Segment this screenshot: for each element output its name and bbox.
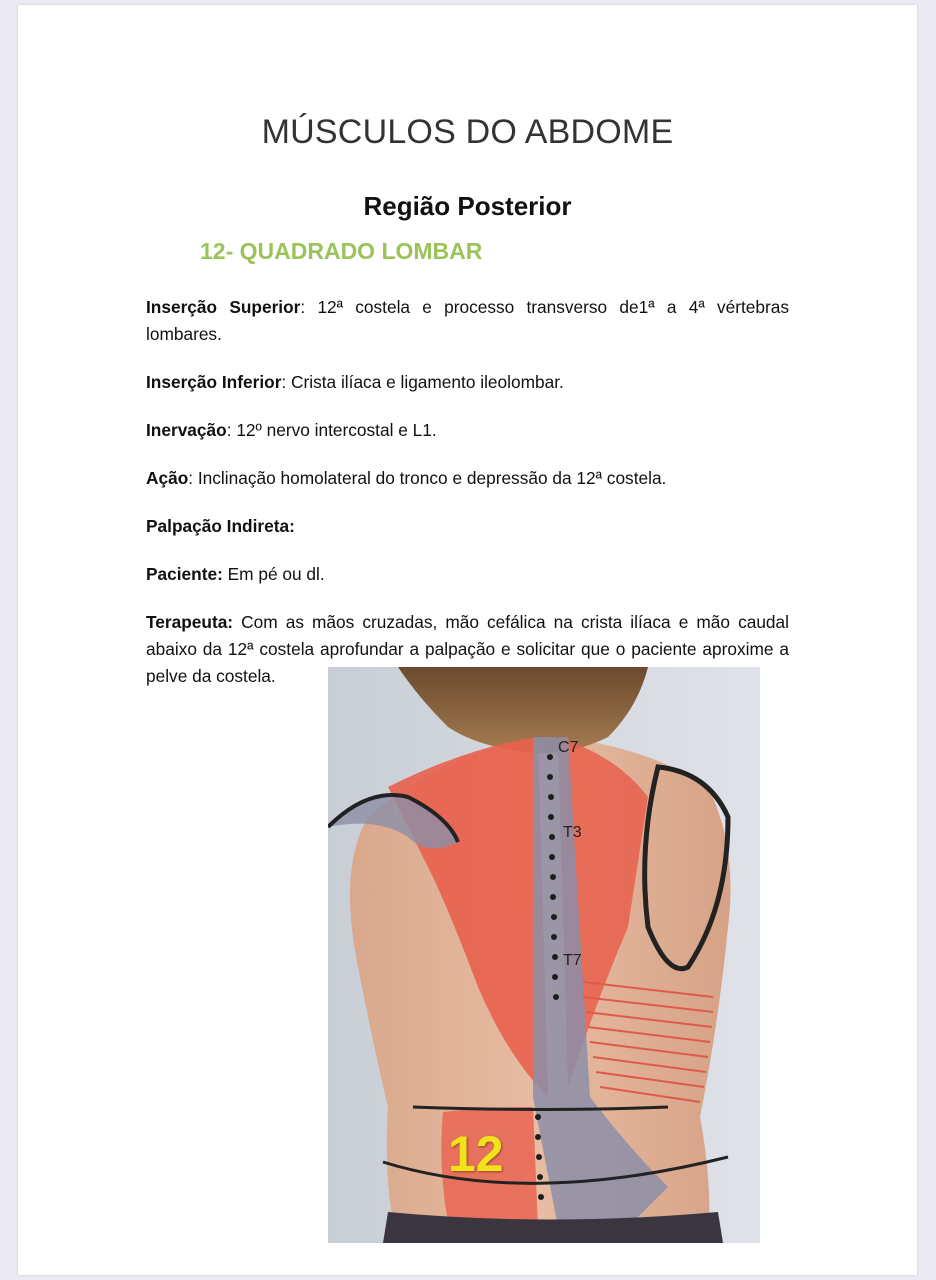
- paragraph-text: Em pé ou dl.: [227, 564, 325, 584]
- annotation-t3: T3: [563, 824, 582, 841]
- paragraph-inervacao: [146, 417, 789, 444]
- paragraph-acao: [146, 465, 789, 492]
- page-title: MÚSCULOS DO ABDOME: [261, 113, 674, 151]
- annotation-c7: C7: [558, 739, 579, 756]
- paragraph-label: Terapeuta:: [146, 612, 234, 632]
- paragraph-label: Inervação: [146, 420, 227, 440]
- paragraph-insercao-inferior: [146, 369, 789, 396]
- paragraph-separator: :: [188, 468, 198, 488]
- paragraph-label: Ação: [146, 468, 189, 488]
- paragraph-label: Paciente:: [146, 564, 223, 584]
- document-page: [18, 5, 917, 1275]
- page-subtitle: Região Posterior: [363, 191, 572, 221]
- section-heading: 12- QUADRADO LOMBAR: [200, 238, 483, 264]
- paragraph-text: Inclinação homolateral do tronco e depressão da 12ª costela.: [197, 468, 667, 488]
- paragraph-paciente: [146, 561, 789, 588]
- paragraph-text: 12º nervo intercostal e L1.: [236, 420, 437, 440]
- paragraph-separator: :: [281, 372, 292, 392]
- paragraph-text: 12ª costela e processo transverso de1ª a 4ª vértebras lombares.: [146, 297, 790, 344]
- paragraph-separator: :: [226, 420, 237, 440]
- paragraph-text: Crista ilíaca e ligamento ileolombar.: [291, 372, 564, 392]
- paragraph-label: Palpação Indireta:: [146, 516, 295, 536]
- paragraph-text: Com as mãos cruzadas, mão cefálica na crista ilíaca e mão caudal abaixo da 12ª costela aprofundar a palpação e solicitar que o paciente aproxime a pelve da costela.: [146, 612, 789, 686]
- paragraph-insercao-superior: [146, 294, 789, 348]
- annotation-t7: T7: [563, 952, 582, 969]
- back-anatomy-photo: [328, 667, 760, 1243]
- paragraph-palpacao: [146, 513, 789, 540]
- paragraph-separator: [233, 612, 241, 632]
- paragraph-label: Inserção Inferior: [146, 372, 282, 392]
- muscle-number-label: 12: [448, 1126, 504, 1182]
- paragraph-label: Inserção Superior: [146, 297, 301, 317]
- paragraph-separator: :: [300, 297, 318, 317]
- back-illustration: [328, 667, 760, 1243]
- muscle-description: [146, 294, 789, 711]
